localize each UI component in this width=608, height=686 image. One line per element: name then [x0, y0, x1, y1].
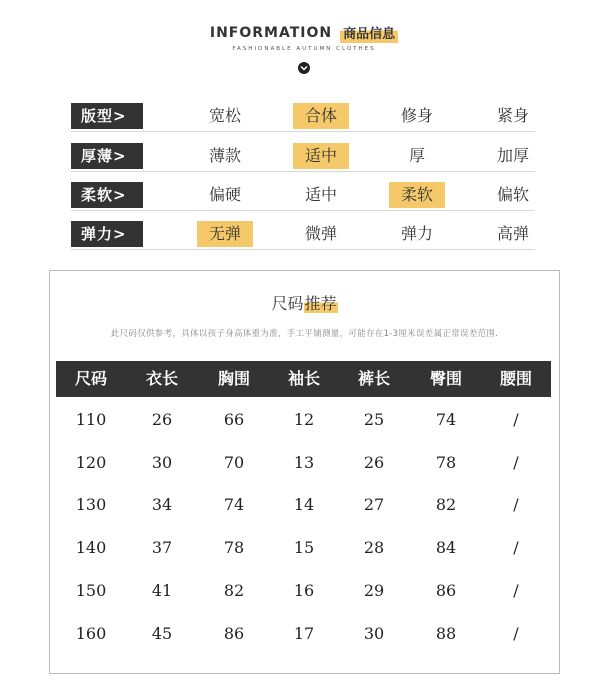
table-cell: 25 [363, 410, 385, 429]
divider [71, 171, 535, 172]
table-cell: 41 [151, 581, 173, 600]
table-row [56, 442, 551, 484]
attr-row-fit [71, 103, 535, 129]
column-header: 臀围 [429, 369, 462, 388]
title-row [0, 22, 608, 43]
table-cell: / [513, 410, 519, 429]
table-cell: 130 [75, 495, 107, 514]
table-cell: 12 [293, 410, 315, 429]
attr-label: 弹力> [71, 221, 143, 247]
table-cell: 28 [363, 538, 385, 557]
table-cell: 29 [363, 581, 385, 600]
table-cell: 16 [293, 581, 315, 600]
attr-option: 微弹 [304, 224, 337, 243]
size-note: 此尺码仅供参考，具体以孩子身高体重为准，手工平铺测量，可能存在1-3厘米误差属正常误差范围. [110, 329, 499, 339]
attr-row-elasticity [71, 221, 535, 247]
table-cell: 15 [293, 538, 315, 557]
table-cell: 150 [75, 581, 107, 600]
table-cell: / [513, 538, 519, 557]
attr-option: 加厚 [496, 146, 529, 165]
column-header: 衣长 [145, 369, 178, 388]
attr-option: 偏软 [496, 185, 529, 204]
divider [71, 249, 535, 250]
subtitle: FASHIONABLE AUTUMN CLOTHES [232, 46, 376, 52]
attr-row-thickness [71, 143, 535, 169]
table-row [56, 399, 551, 441]
attr-option: 高弹 [496, 224, 529, 243]
table-cell: 74 [435, 410, 457, 429]
table-cell: / [513, 581, 519, 600]
column-header: 腰围 [499, 369, 532, 388]
table-cell: 140 [75, 538, 107, 557]
column-header: 袖长 [287, 369, 320, 388]
attr-option: 修身 [400, 106, 433, 125]
attr-option: 薄款 [208, 146, 241, 165]
table-cell: 84 [435, 538, 457, 557]
table-cell: 110 [75, 410, 107, 429]
table-cell: 30 [363, 624, 385, 643]
table-cell: 30 [151, 453, 173, 472]
attr-option: 紧身 [496, 106, 529, 125]
table-cell: 70 [223, 453, 245, 472]
column-header: 裤长 [357, 369, 390, 388]
title-highlight: 推荐 [304, 294, 337, 313]
attr-option: 柔软 [389, 182, 445, 208]
table-row [56, 527, 551, 569]
table-cell: 34 [151, 495, 173, 514]
table-cell: 86 [223, 624, 245, 643]
size-table-title [50, 291, 559, 314]
title-en: INFORMATION [209, 24, 333, 41]
divider [71, 131, 535, 132]
attr-row-softness [71, 182, 535, 208]
attr-label: 版型> [71, 103, 143, 129]
attr-option: 偏硬 [208, 185, 241, 204]
table-cell: 78 [223, 538, 245, 557]
attr-option: 适中 [293, 143, 349, 169]
table-cell: 13 [293, 453, 315, 472]
attr-option: 宽松 [208, 106, 241, 125]
attr-option: 厚 [408, 146, 425, 165]
table-cell: 45 [151, 624, 173, 643]
table-cell: 66 [223, 410, 245, 429]
table-cell: 160 [75, 624, 107, 643]
column-header: 胸围 [217, 369, 250, 388]
attr-option: 适中 [304, 185, 337, 204]
table-cell: 82 [435, 495, 457, 514]
table-cell: 86 [435, 581, 457, 600]
info-header [0, 22, 608, 52]
table-row [56, 613, 551, 655]
table-header [56, 361, 551, 397]
size-table-box [49, 270, 560, 674]
table-cell: 14 [293, 495, 315, 514]
table-cell: 27 [363, 495, 385, 514]
table-cell: 120 [75, 453, 107, 472]
divider [71, 210, 535, 211]
table-cell: / [513, 624, 519, 643]
title-cn: 商品信息 [340, 22, 398, 43]
attr-label: 厚薄> [71, 143, 143, 169]
table-cell: / [513, 453, 519, 472]
table-row [56, 570, 551, 612]
attr-option: 合体 [293, 103, 349, 129]
table-cell: 88 [435, 624, 457, 643]
attr-option: 弹力 [400, 224, 433, 243]
table-cell: / [513, 495, 519, 514]
table-cell: 82 [223, 581, 245, 600]
table-cell: 17 [293, 624, 315, 643]
table-cell: 26 [151, 410, 173, 429]
table-row [56, 484, 551, 526]
table-cell: 37 [151, 538, 173, 557]
table-cell: 74 [223, 495, 245, 514]
chevron-down-icon [298, 62, 310, 74]
attr-label: 柔软> [71, 182, 143, 208]
attr-option: 无弹 [197, 221, 253, 247]
table-cell: 78 [435, 453, 457, 472]
table-cell: 26 [363, 453, 385, 472]
title-pre: 尺码 [271, 294, 304, 313]
column-header: 尺码 [74, 369, 107, 388]
